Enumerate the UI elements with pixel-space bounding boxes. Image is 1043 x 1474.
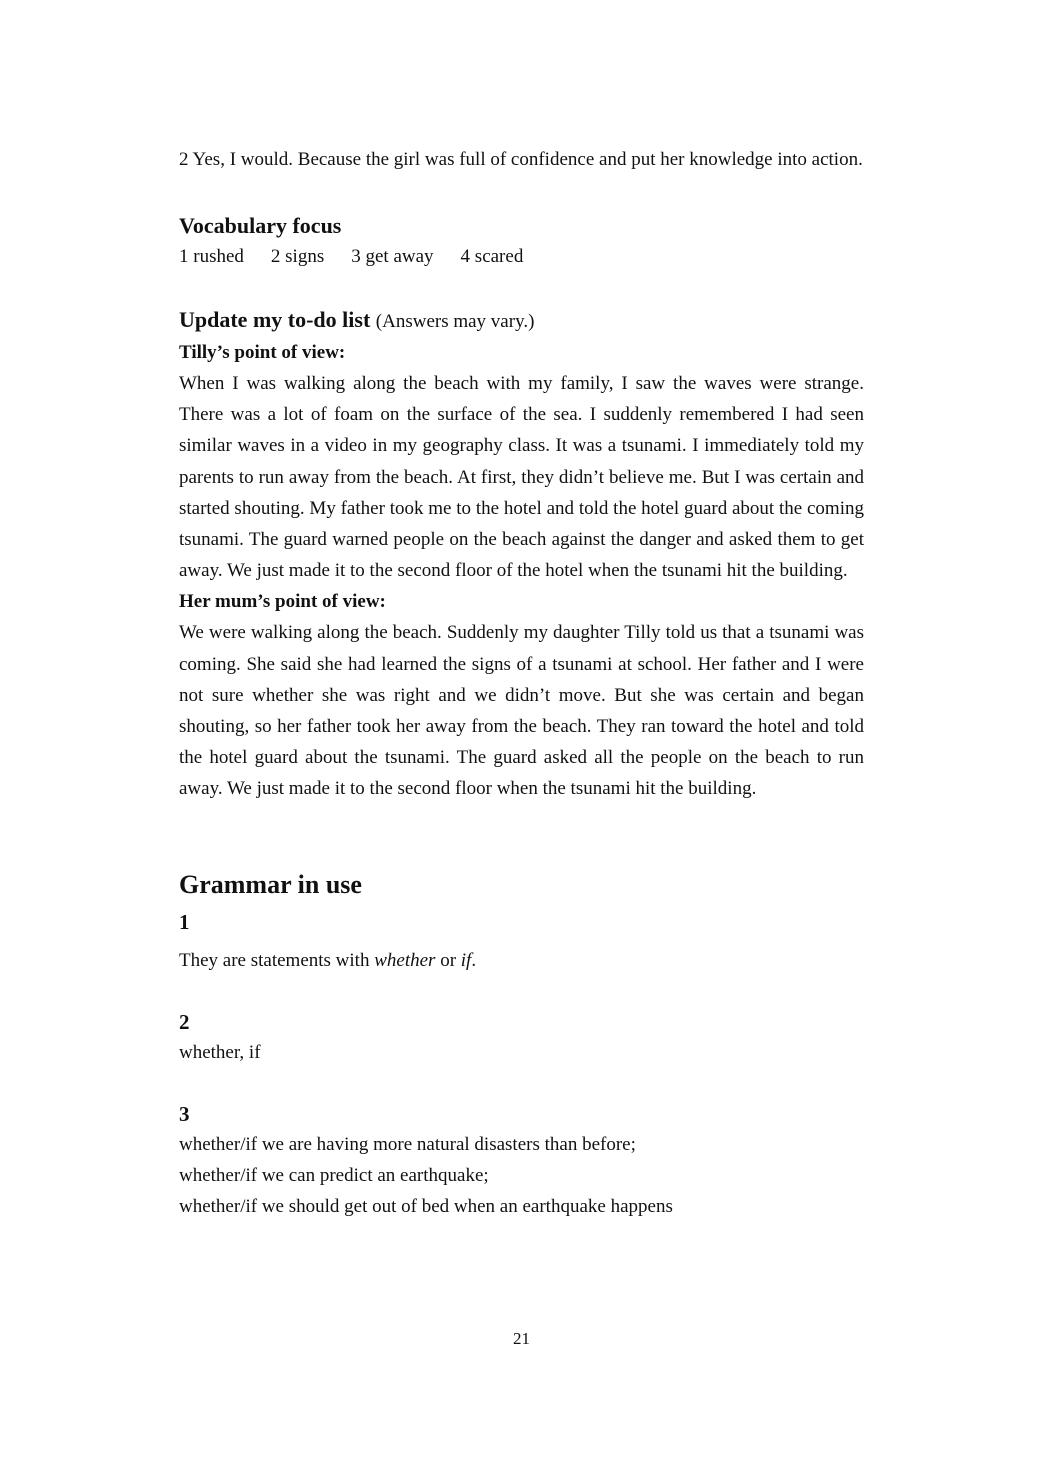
grammar-question-2-answer: whether, if — [179, 1041, 261, 1063]
tilly-pov-heading: Tilly’s point of view: — [179, 342, 346, 363]
mum-pov-heading: Her mum’s point of view: — [179, 591, 386, 613]
page-number: 21 — [513, 1329, 530, 1348]
todo-list-title: Update my to-do list — [179, 307, 371, 332]
grammar-question-3-line: whether/if we can predict an earthquake; — [179, 1164, 489, 1186]
todo-list-heading — [179, 305, 864, 337]
vocabulary-item: 4 scared — [460, 246, 524, 267]
tilly-pov-text: When I was walking along the beach with my family, I saw the waves were strange. There was a lot of foam on the surface of the sea. I suddenly remembered I had seen similar waves in a video in my geography class. It was a tsunami. I immediately told my parents to run away from the beach. At first, they didn’t believe me. But I was certain and started shouting. My father took me to the hotel and told the hotel guard about the coming tsunami. The guard warned people on the beach against the danger and asked them to get away. We just made it to the second floor of the hotel when the tsunami hit the building. — [179, 373, 864, 582]
grammar-question-1-answer — [179, 945, 864, 976]
question-2-answer: 2 Yes, I would. Because the girl was full of confidence and put her knowledge into action. — [179, 149, 863, 170]
document-page — [179, 144, 864, 1222]
vocabulary-answers — [179, 241, 864, 272]
grammar-question-3-line: whether/if we should get out of bed when an earthquake happens — [179, 1195, 673, 1217]
grammar-question-3-line: whether/if we are having more natural disasters than before; — [179, 1133, 636, 1155]
todo-list-note: (Answers may vary.) — [375, 311, 535, 332]
grammar-question-2-number: 2 — [179, 1009, 190, 1034]
vocabulary-item: 1 rushed — [179, 246, 244, 267]
grammar-question-1-number: 1 — [179, 909, 190, 934]
vocabulary-item: 3 get away — [351, 246, 434, 267]
mum-pov-text: We were walking along the beach. Suddenly my daughter Tilly told us that a tsunami was coming. She said she had learned the signs of a tsunami at school. Her father and I were not sure whether she was right and we didn’t move. But she was certain and began shouting, so her father took her away from the beach. They ran toward the hotel and told the hotel guard about the tsunami. The guard asked all the people on the beach to run away. We just made it to the second floor when the tsunami hit the building. — [179, 622, 864, 800]
term-if: if — [460, 949, 472, 971]
answer-text: They are statements with — [179, 949, 375, 971]
grammar-in-use-heading: Grammar in use — [179, 869, 362, 899]
answer-text: . — [471, 949, 477, 971]
vocabulary-item: 2 signs — [270, 246, 325, 267]
term-whether: whether — [374, 949, 436, 971]
answer-text: or — [435, 949, 461, 971]
grammar-question-3-number: 3 — [179, 1101, 190, 1126]
vocabulary-focus-heading: Vocabulary focus — [179, 213, 342, 238]
